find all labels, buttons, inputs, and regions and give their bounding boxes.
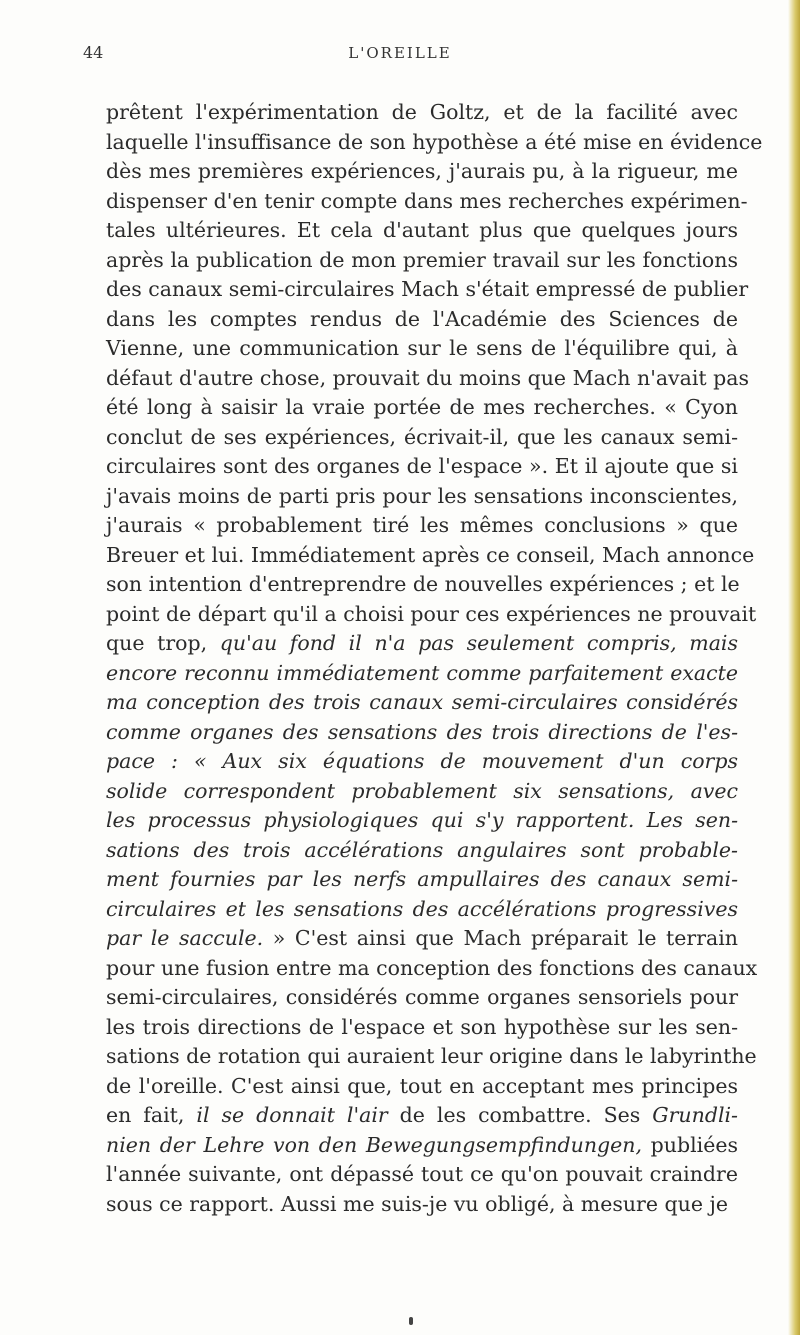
running-title: L'OREILLE (348, 44, 452, 62)
text-line (106, 98, 738, 128)
text-segment: publiées (642, 1132, 738, 1157)
italic-text: pace : « Aux six équations de mouvement d'un corps (106, 749, 738, 773)
text-segment: été long à saisir la vraie portée de mes recherches. « Cyon (106, 395, 738, 419)
text-line (106, 128, 763, 158)
text-line (106, 1013, 738, 1043)
text-line (106, 1160, 738, 1190)
text-line (106, 423, 738, 453)
text-segment: après la publication de mon premier travail sur les fonctions (106, 247, 738, 272)
italic-text: nien der Lehre von den Bewegungsempfindungen, (106, 1132, 642, 1157)
text-line (106, 393, 738, 423)
text-segment: sations de rotation qui auraient leur origine dans le labyrinthe (106, 1044, 757, 1068)
text-segment: j'aurais « probablement tiré les mêmes conclusions » que (106, 513, 738, 537)
text-line (106, 806, 738, 836)
text-segment: de les combattre. Ses (387, 1103, 653, 1127)
body-text (106, 98, 763, 1219)
text-segment: laquelle l'insuffisance de son hypothèse a été mise en évidence (106, 129, 763, 154)
text-segment: prêtent l'expérimentation de Goltz, et de la facilité avec (106, 100, 738, 124)
text-line (106, 364, 750, 394)
text-segment: » C'est ainsi que Mach préparait le terrain (272, 926, 738, 950)
text-segment: dans les comptes rendus de l'Académie des Sciences de (106, 306, 738, 331)
text-segment: des canaux semi-circulaires Mach s'était empressé de publier (106, 277, 749, 301)
ink-mark (409, 1317, 413, 1325)
text-line (106, 1042, 757, 1072)
italic-text: circulaires et les sensations des accélérations progressives (106, 896, 738, 921)
text-segment: point de départ qu'il a choisi pour ces expériences ne prouvait (106, 601, 757, 626)
text-segment: tales ultérieures. Et cela d'autant plus que quelques jours (106, 218, 738, 242)
italic-text: les processus physiologiques qui s'y rapportent. Les sen- (106, 808, 738, 832)
text-line (106, 452, 738, 482)
text-line (106, 718, 738, 748)
text-line (106, 747, 738, 777)
italic-text: qu'au fond il n'a pas seulement compris, mais (219, 631, 738, 655)
text-line (106, 1072, 738, 1102)
text-line (106, 1131, 738, 1161)
text-segment: défaut d'autre chose, prouvait du moins que Mach n'avait pas (106, 365, 750, 390)
text-segment: conclut de ses expériences, écrivait-il, que les canaux semi- (106, 424, 738, 449)
text-line (106, 777, 738, 807)
text-segment: sous ce rapport. Aussi me suis-je vu obligé, à mesure que je (106, 1191, 728, 1216)
text-line (106, 216, 738, 246)
text-line (106, 275, 749, 305)
text-line (106, 954, 758, 984)
italic-text: Grundli- (652, 1103, 738, 1127)
text-line (106, 1190, 738, 1220)
text-segment: pour une fusion entre ma conception des fonctions des canaux (106, 955, 758, 980)
text-line (106, 1101, 738, 1131)
text-segment: que trop, (106, 631, 220, 655)
text-line (106, 629, 738, 659)
text-segment: de l'oreille. C'est ainsi que, tout en acceptant mes principes (106, 1073, 738, 1098)
text-segment: les trois directions de l'espace et son hypothèse sur les sen- (106, 1014, 738, 1039)
text-line (106, 895, 738, 925)
italic-text: solide correspondent probablement six sensations, avec (106, 778, 738, 803)
text-segment: Breuer et lui. Immédiatement après ce conseil, Mach annonce (106, 542, 755, 567)
text-line (106, 305, 738, 335)
text-line (106, 187, 748, 217)
text-segment: circulaires sont des organes de l'espace ». Et il ajoute que si (106, 454, 738, 478)
text-segment: l'année suivante, ont dépassé tout ce qu'on pouvait craindre (106, 1162, 738, 1186)
italic-text: ma conception des trois canaux semi-circulaires considérés (106, 690, 738, 714)
text-line (106, 511, 738, 541)
page-number: 44 (83, 43, 104, 62)
text-line (106, 541, 755, 571)
italic-text: il se donnait l'air (196, 1103, 388, 1127)
text-line (106, 865, 738, 895)
text-line (106, 157, 738, 187)
text-segment: semi-circulaires, considérés comme organes sensoriels pour (106, 985, 738, 1009)
text-segment: dès mes premières expériences, j'aurais pu, à la rigueur, me (106, 159, 738, 183)
text-line (106, 334, 738, 364)
text-line (106, 924, 738, 954)
text-line (106, 600, 757, 630)
text-line (106, 246, 738, 276)
text-line (106, 482, 738, 512)
text-line (106, 983, 738, 1013)
italic-text: comme organes des sensations des trois directions de l'es- (106, 719, 738, 744)
italic-text: ment fournies par les nerfs ampullaires des canaux semi- (106, 867, 738, 891)
text-line (106, 836, 738, 866)
italic-text: sations des trois accélérations angulaires sont probable- (106, 837, 738, 862)
text-line (106, 659, 738, 689)
text-segment: en fait, (106, 1103, 197, 1127)
italic-text: par le saccule. (106, 926, 273, 950)
italic-text: encore reconnu immédiatement comme parfaitement exacte (106, 660, 738, 685)
page-edge (788, 0, 800, 1335)
text-segment: dispenser d'en tenir compte dans mes recherches expérimen- (106, 188, 748, 213)
text-line (106, 570, 738, 600)
text-line (106, 688, 738, 718)
text-segment: son intention d'entreprendre de nouvelles expériences ; et le (106, 572, 740, 596)
text-segment: j'avais moins de parti pris pour les sensations inconscientes, (106, 483, 738, 508)
text-segment: Vienne, une communication sur le sens de l'équilibre qui, à (106, 336, 738, 360)
